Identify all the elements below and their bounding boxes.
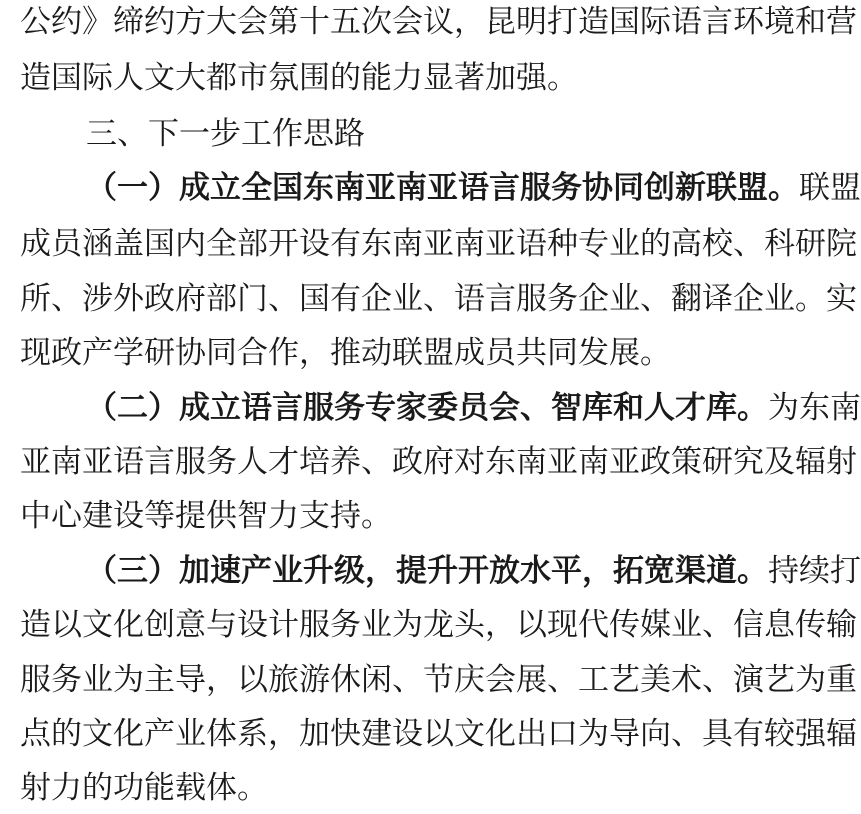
paragraph-line: 造国际人文大都市氛围的能力显著加强。 — [20, 60, 578, 96]
paragraph-line: 射力的功能载体。 — [20, 770, 268, 806]
paragraph-line: 所、涉外政府部门、国有企业、语言服务企业、翻译企业。实 — [20, 281, 857, 317]
item-text: 持续打 — [768, 553, 861, 589]
item-first-line — [86, 166, 861, 210]
paragraph-line: 亚南亚语言服务人才培养、政府对东南亚南亚政策研究及辐射 — [20, 444, 857, 480]
section-heading: 三、下一步工作思路 — [86, 116, 365, 152]
paragraph-line: 现政产学研协同合作，推动联盟成员共同发展。 — [20, 335, 671, 371]
item-title: （一）成立全国东南亚南亚语言服务协同创新联盟。 — [86, 170, 799, 206]
item-title: （二）成立语言服务专家委员会、智库和人才库。 — [86, 390, 768, 426]
item-first-line — [86, 386, 861, 430]
paragraph-line: 中心建设等提供智力支持。 — [20, 498, 392, 534]
paragraph-line: 造以文化创意与设计服务业为龙头，以现代传媒业、信息传输 — [20, 607, 857, 643]
item-first-line — [86, 549, 861, 593]
item-title: （三）加速产业升级，提升开放水平，拓宽渠道。 — [86, 553, 768, 589]
paragraph-line: 公约》缔约方大会第十五次会议，昆明打造国际语言环境和营 — [20, 4, 857, 40]
item-text: 为东南 — [768, 390, 861, 426]
paragraph-line: 服务业为主导，以旅游休闲、节庆会展、工艺美术、演艺为重 — [20, 662, 857, 698]
item-text: 联盟 — [799, 170, 861, 206]
paragraph-line: 点的文化产业体系，加快建设以文化出口为导向、具有较强辐 — [20, 716, 857, 752]
paragraph-line: 成员涵盖国内全部开设有东南亚南亚语种专业的高校、科研院 — [20, 226, 857, 262]
